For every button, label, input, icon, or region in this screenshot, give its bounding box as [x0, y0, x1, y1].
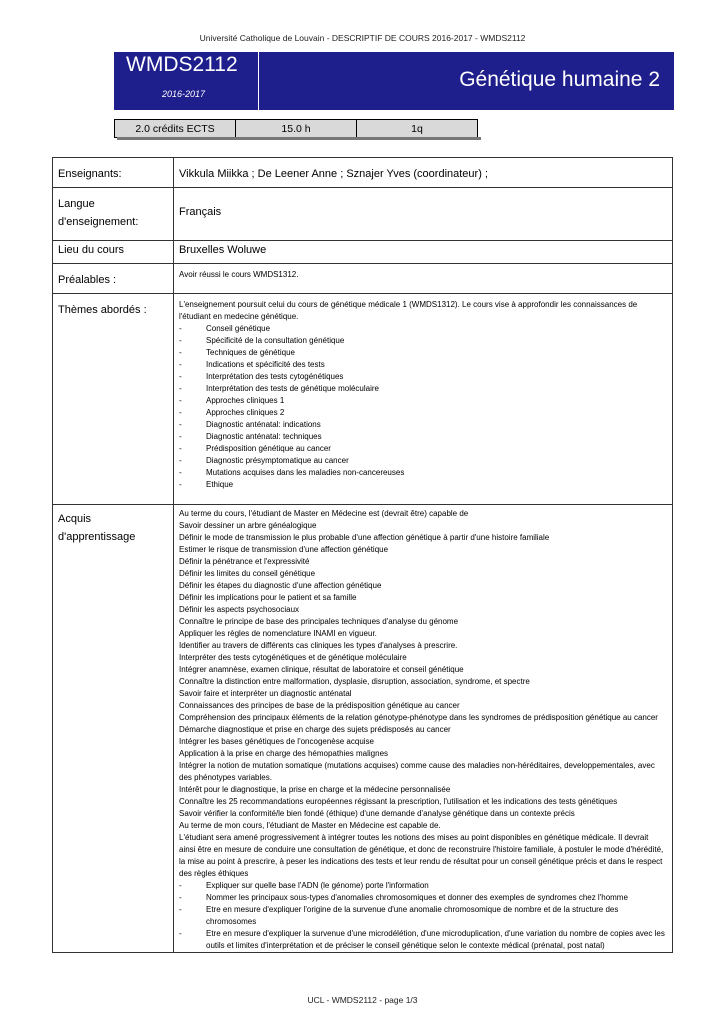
acquis-line: Savoir vérifier la conformité/le bien fondé (éthique) d'une demande d'analyse génétique dans un contexte précis	[179, 809, 575, 818]
label-prealables: Préalables :	[53, 264, 174, 294]
credits-bar	[114, 119, 478, 138]
running-header: Université Catholique de Louvain - DESCRIPTIF DE COURS 2016-2017 - WMDS2112	[199, 33, 526, 43]
theme-item: - Approches cliniques 2	[179, 407, 667, 419]
acquis-line: Appliquer les règles de nomenclature INAMI en vigueur.	[179, 629, 377, 638]
acquis-dash-item: - Etre en mesure d'expliquer l'origine de la survenue d'une anomalie chromosomique de nombre et de la structure des chromosomes	[179, 904, 667, 928]
acquis-line: Application à la prise en charge des hémopathies malignes	[179, 749, 389, 758]
hours: 15.0 h	[235, 119, 356, 138]
theme-item: - Diagnostic anténatal: techniques	[179, 431, 667, 443]
acquis-line: Connaissances des principes de base de la prédisposition génétique au cancer	[179, 701, 460, 710]
acquis-line: Compréhension des principaux éléments de la relation génotype-phénotype dans les syndromes de prédisposition génétique au cancer	[179, 713, 658, 722]
theme-item: - Approches cliniques 1	[179, 395, 667, 407]
value-enseignants: Vikkula Miikka ; De Leener Anne ; Sznajer Yves (coordinateur) ;	[174, 158, 673, 188]
acquis-lines	[179, 508, 667, 880]
acquis-dash-item: - Nommer les principaux sous-types d'anomalies chromosomiques et donner des exemples de syndromes chez l'homme	[179, 892, 667, 904]
acquis-line: Connaître les 25 recommandations européennes régissant la prescription, l'utilisation et les indications des tests génétiques	[179, 797, 618, 806]
course-code: WMDS2112	[126, 53, 238, 76]
acquis-dash-item: - Expliquer sur quelle base l'ADN (le génome) porte l'information	[179, 880, 667, 892]
value-langue: Français	[174, 188, 673, 241]
acquis-line: Intégrer les bases génétiques de l'oncogenèse acquise	[179, 737, 374, 746]
acquis-line: Intégrer anamnèse, examen clinique, résultat de laboratoire et conseil génétique	[179, 665, 464, 674]
theme-item: - Prédisposition génétique au cancer	[179, 443, 667, 455]
theme-item: - Interprétation des tests de génétique moléculaire	[179, 383, 667, 395]
row-themes	[53, 294, 673, 505]
value-acquis	[174, 505, 673, 953]
course-code-box	[114, 52, 259, 110]
theme-item: - Diagnostic anténatal: indications	[179, 419, 667, 431]
theme-item: - Techniques de génétique	[179, 347, 667, 359]
acquis-dash-item: - Etre en mesure d'expliquer la survenue d'une microdélétion, d'une microduplication, d'une variation du nombre de copies avec les outils et limites d'interprétation et de préciser le conseil génétique selon le contexte médical (prénatal, post natal)	[179, 928, 667, 952]
acquis-line: Définir les implications pour le patient et sa famille	[179, 593, 357, 602]
theme-item: - Mutations acquises dans les maladies non-cancereuses	[179, 467, 667, 479]
label-acquis: Acquis d'apprentissage	[53, 505, 174, 953]
acquis-line: Définir la pénétrance et l'expressivité	[179, 557, 310, 566]
acquis-line: Intérêt pour le diagnostique, la prise en charge et la médecine personnalisée	[179, 785, 451, 794]
acquis-line: Définir le mode de transmission le plus probable d'une affection génétique à partir d'une histoire familiale	[179, 533, 550, 542]
row-prealables	[53, 264, 673, 294]
value-themes	[174, 294, 673, 505]
acquis-line: Connaître le principe de base des principales techniques d'analyse du génome	[179, 617, 459, 626]
themes-list	[179, 323, 667, 491]
acquis-line: Définir les aspects psychosociaux	[179, 605, 300, 614]
row-acquis	[53, 505, 673, 953]
page-footer: UCL - WMDS2112 - page 1/3	[307, 995, 418, 1005]
acquis-line: Identifier au travers de différents cas cliniques les types d'analyses à prescrire.	[179, 641, 458, 650]
theme-item: - Diagnostic présymptomatique au cancer	[179, 455, 667, 467]
theme-item: - Indications et spécificité des tests	[179, 359, 667, 371]
acquis-line: Connaître la distinction entre malformation, dysplasie, disruption, association, syndrome, et spectre	[179, 677, 530, 686]
label-langue: Langue d'enseignement:	[53, 188, 174, 241]
quadrimester: 1q	[356, 119, 478, 138]
acquis-line: L'étudiant sera amené progressivement à intégrer toutes les notions des mises au point disponibles en génétique médicale. Il devrait ainsi être en mesure de conduire une consultation de génétique, et donc de reconstruire l'histoire familiale, à postuler le mode d'hérédité, la mise au point à prescrire, à peser les indications des tests et leur rendu de résultat pour un conseil génétique précis et dans le respect des règles éthiques	[179, 833, 664, 878]
theme-item: - Spécificité de la consultation génétique	[179, 335, 667, 347]
acquis-line: Démarche diagnostique et prise en charge des sujets prédisposés au cancer	[179, 725, 451, 734]
acquis-dash-list	[179, 880, 667, 952]
acquis-line: Définir les étapes du diagnostic d'une affection génétique	[179, 581, 382, 590]
academic-year: 2016-2017	[162, 89, 206, 99]
value-prealables: Avoir réussi le cours WMDS1312.	[174, 264, 673, 294]
row-lieu	[53, 241, 673, 264]
label-themes: Thèmes abordés :	[53, 294, 174, 505]
row-langue	[53, 188, 673, 241]
acquis-line: Estimer le risque de transmission d'une affection génétique	[179, 545, 389, 554]
theme-item: - Ethique	[179, 479, 667, 491]
acquis-line: Savoir faire et interpréter un diagnostic anténatal	[179, 689, 352, 698]
acquis-line: Au terme de mon cours, l'étudiant de Master en Médecine est capable de.	[179, 821, 441, 830]
course-info-table	[52, 157, 673, 953]
acquis-line: Intégrer la notion de mutation somatique (mutations acquises) comme cause des maladies non-héréditaires, developpementales, avec des phénotypes variables.	[179, 761, 655, 782]
acquis-line: Définir les limites du conseil génétique	[179, 569, 316, 578]
theme-item: - Interprétation des tests cytogénétiques	[179, 371, 667, 383]
credits-shadow	[117, 137, 481, 140]
value-lieu: Bruxelles Woluwe	[174, 241, 673, 264]
label-lieu: Lieu du cours	[53, 241, 174, 264]
acquis-line: Savoir dessiner un arbre généalogique	[179, 521, 317, 530]
course-banner	[114, 52, 674, 110]
acquis-line: Au terme du cours, l'étudiant de Master en Médecine est (devrait être) capable de	[179, 509, 469, 518]
theme-item: - Conseil génétique	[179, 323, 667, 335]
row-enseignants	[53, 158, 673, 188]
ects-credits: 2.0 crédits ECTS	[114, 119, 235, 138]
acquis-line: Interpréter des tests cytogénétiques et de génétique moléculaire	[179, 653, 407, 662]
label-enseignants: Enseignants:	[53, 158, 174, 188]
themes-intro: L'enseignement poursuit celui du cours de génétique médicale 1 (WMDS1312). Le cours vise à approfondir les connaissances de l'étudiant en medecine génétique.	[179, 300, 638, 321]
course-title: Génétique humaine 2	[459, 68, 660, 91]
